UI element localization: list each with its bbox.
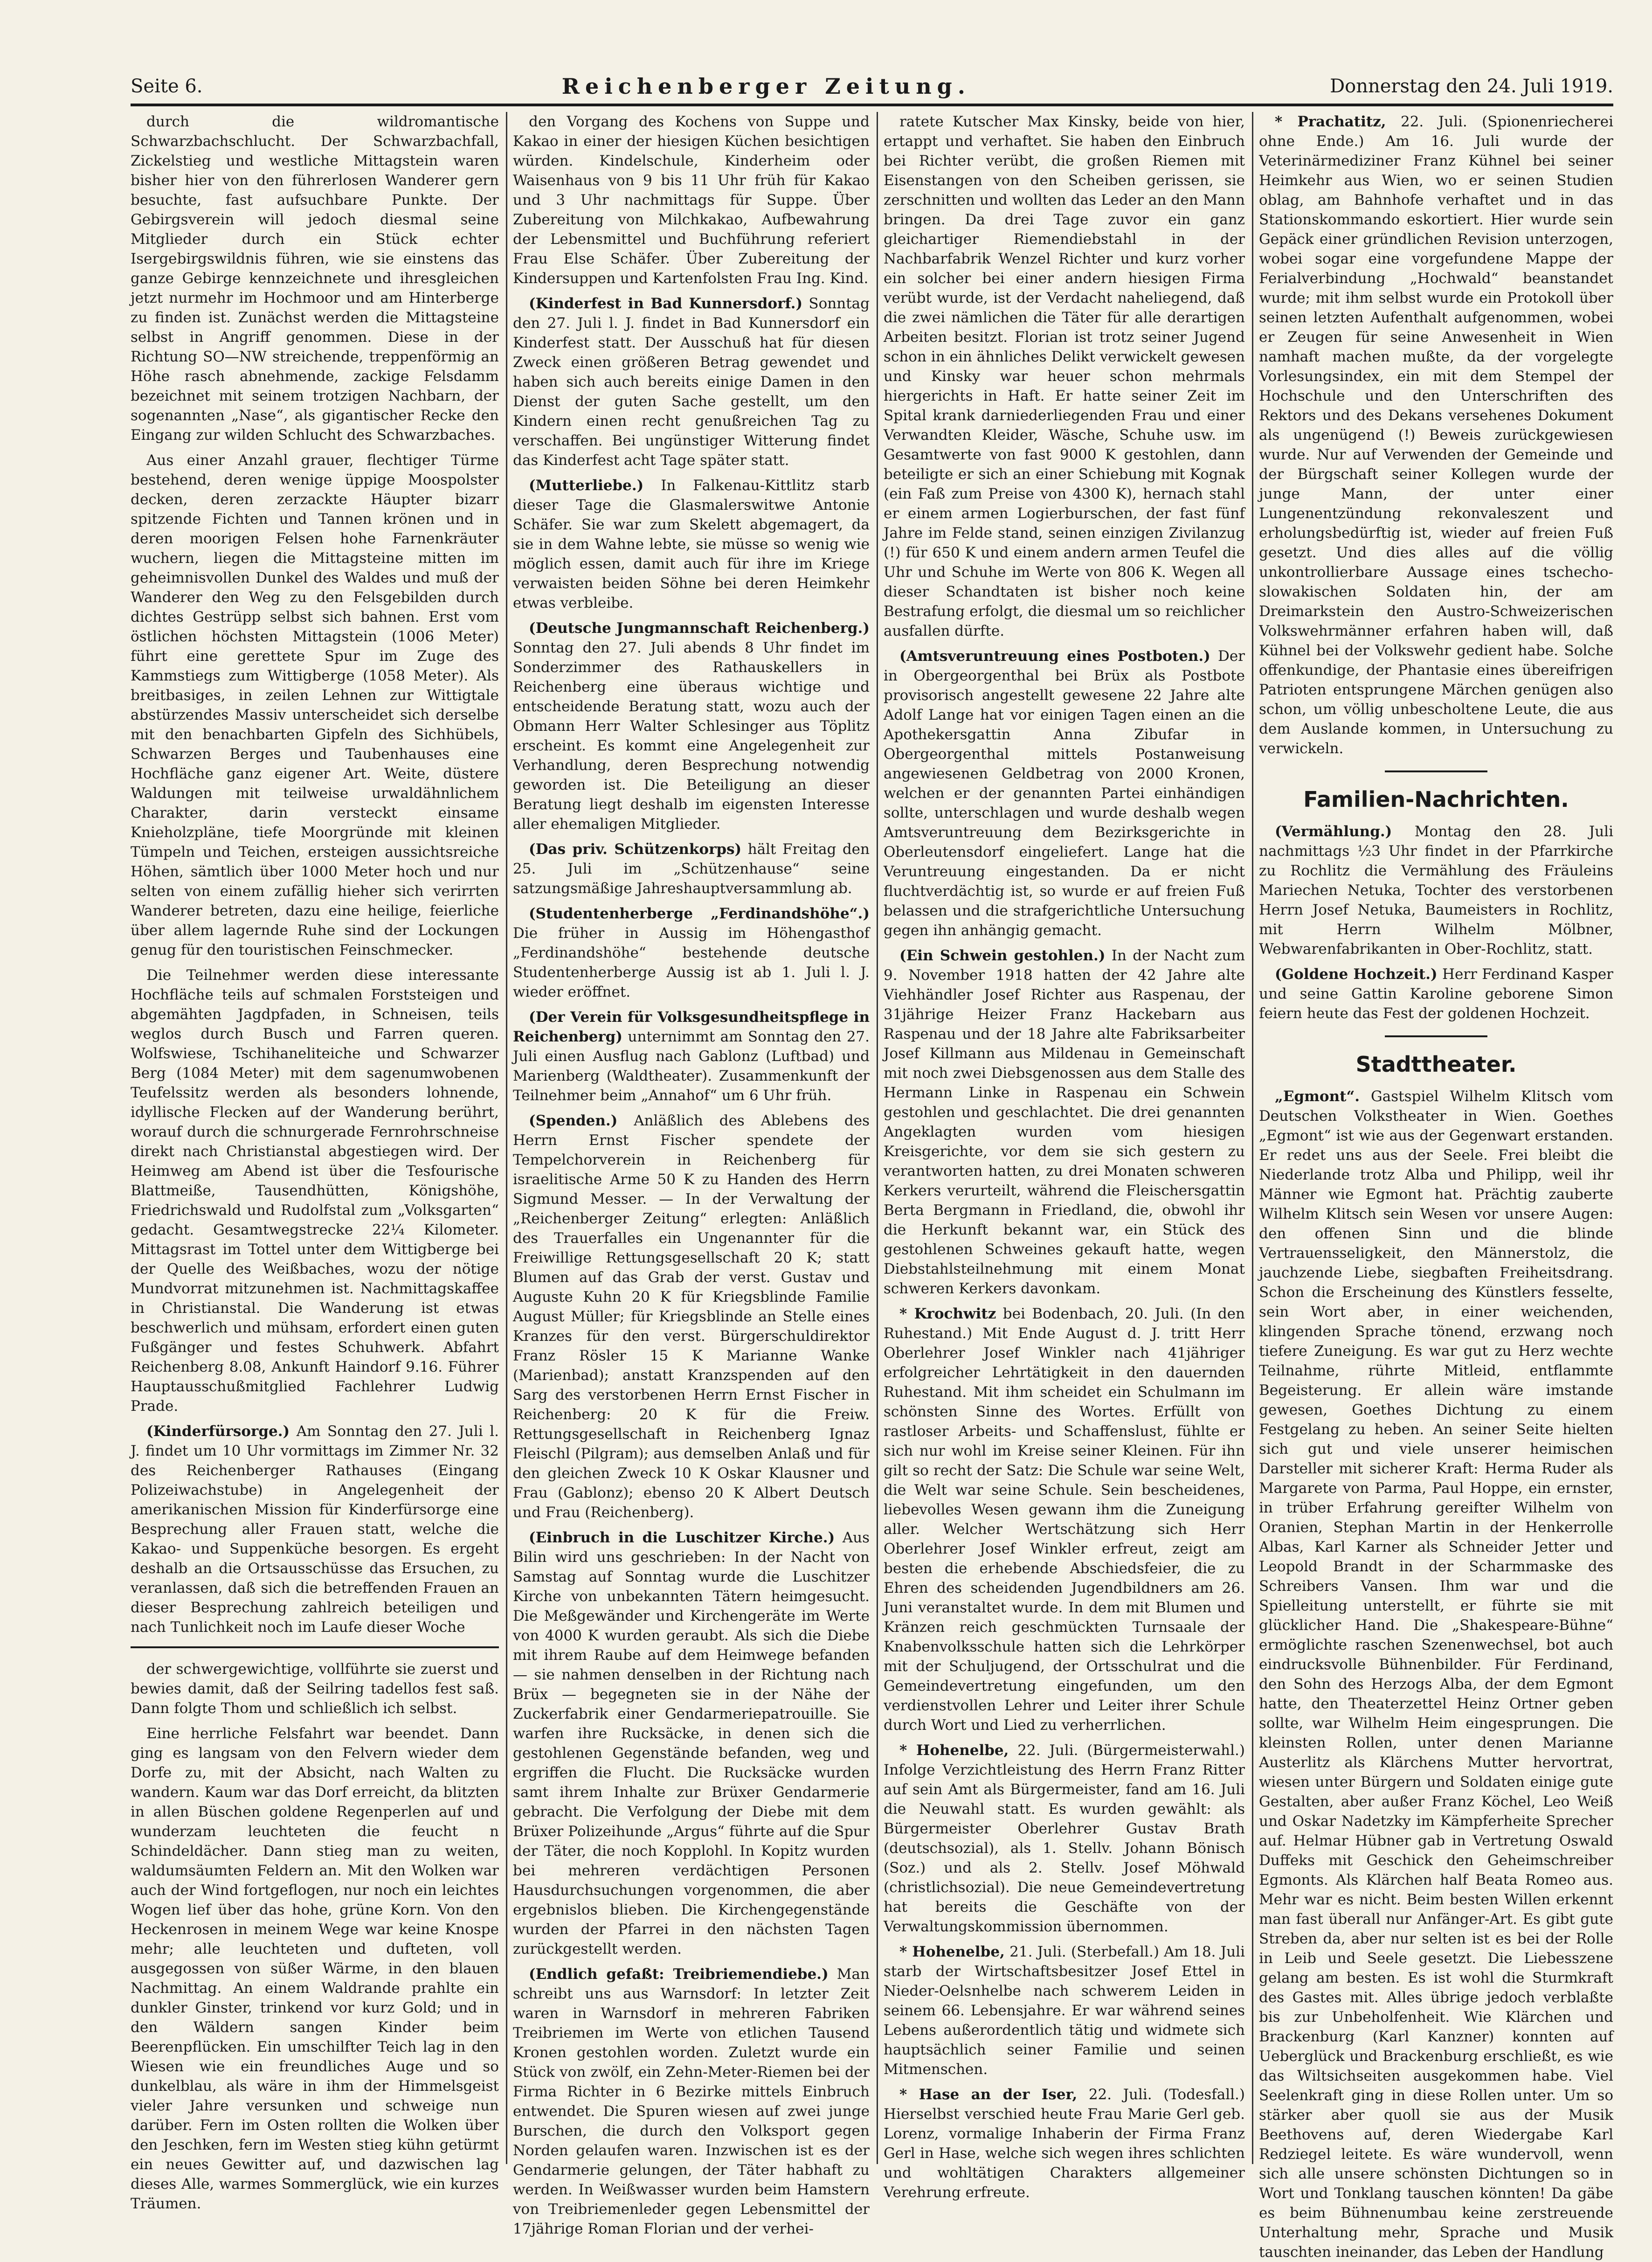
news-item bbox=[513, 1111, 870, 1522]
column-divider bbox=[506, 112, 507, 2164]
item-heading: (Studentenherberge „Ferdinandshöhe“.) bbox=[529, 905, 870, 922]
news-item bbox=[513, 618, 870, 834]
item-heading: (Goldene Hochzeit.) bbox=[1275, 966, 1438, 983]
item-heading: (Kinderfest in Bad Kunnersdorf.) bbox=[529, 295, 803, 312]
item-heading: (Kinderfürsorge.) bbox=[146, 1423, 290, 1440]
feuilleton-paragraph: Eine herrliche Felsfahrt war beendet. Dann ging es langsam von den Felvern wieder dem Dorfe zu, mit der Absicht, nach Walten zu wandern. Kaum war das Dorf erreicht, da blitzten in allen Büschen goldene Regenperlen auf und wunderzam leuchteten die feucht n Schindeldächer. Dann stieg man zu weiten, waldumsäumten Feldern an. Mit den Wolken war auch der Wind fortgeflogen, nur noch ein leichtes Wogen lief über das hohe, grüne Korn. Von den Heckenrosen in meinem Wege war keine Knospe mehr; alle leuchteten und dufteten, voll ausgegossen von süßer Wärme, in den blauen Nachmittag. An einem Waldrande prahlte ein dunkler Ginster, trinkend vor kurz Gold; und in den Wäldern sangen Kinder beim Beerenpflücken. Ein umschilfter Teich lag in den Wiesen wie ein freundliches Auge und so dunkelblau, als wäre in ihm der Himmelsgeist vieler Jahre versunken und schweige nun darüber. Fern im Osten rollten die Wolken über den Jeschken, fern im Westen stieg kühn getürmt ein neues Gewitter auf, und dazwischen lag dieses Alle, warmes Sommerglück, wie ein kurzes Träumen. bbox=[131, 1725, 499, 2212]
item-text: Am Sonntag den 27. Juli l. J. findet um 10 Uhr vormittags im Zimmer Nr. 32 des Reichenberger Rathauses (Eingang Polizeiwachstube) in Angelegenheit der amerikanischen Mission für Kinderfürsorge eine Besprechung aller Frauen statt, welche die Kakao- und Suppenküche besorgen. Es ergeht deshalb an die Ortsausschüsse das Ersuchen, zu veranlassen, daß sich die betreffenden Frauen an dieser Besprechung zahlreich beteiligen und nach Tunlichkeit noch im Laufe dieser Woche bbox=[131, 1423, 499, 1636]
item-heading: (Endlich gefaßt: Treibriemendiebe.) bbox=[529, 1966, 829, 1983]
item-heading: (Ein Schwein gestohlen.) bbox=[899, 947, 1106, 964]
column-1 bbox=[131, 112, 499, 2212]
column-3 bbox=[884, 112, 1245, 2201]
item-text: Aus Bilin wird uns geschrieben: In der Nacht von Samstag auf Sonntag wurde die Luschitzer Kirche von unbekannten Tätern heimgesucht. Die Meßgewänder und Kirchengeräte im Werte von 4000 K wurden geraubt. Als sich die Diebe mit ihrem Raube auf dem Heimwege befanden — sie nahmen denselben in der Richtung nach Brüx — begegneten sie in der Nähe der Zuckerfabrik einer Gendarmeriepatrouille. Sie warfen ihre Rucksäcke, in denen sich die gestohlenen Gegenstände befanden, weg und ergriffen die Flucht. Die Rucksäcke wurden samt ihrem Inhalte zur Brüxer Gendarmerie gebracht. Die Verfolgung der Diebe mit dem Brüxer Polizeihunde „Argus“ führte auf die Spur der Täter, die noch Kopplohl. In Kopitz wurden bei mehreren verdächtigen Personen Hausdurchsuchungen vorgenommen, die aber ergebnislos blieben. Die Kirchengegenstände wurden der Pfarrei in den nächsten Tagen zurückgestellt werden. bbox=[513, 1529, 870, 1957]
item-heading: (Spenden.) bbox=[529, 1112, 618, 1129]
item-heading: (Der Verein für Volksgesundheitspflege in Reichenberg) bbox=[513, 1009, 870, 1045]
news-item bbox=[513, 1007, 870, 1105]
article-paragraph: den Vorgang des Kochens von Suppe und Kakao in einer der hiesigen Küchen besichtigen würden. Kindelschule, Kinderheim oder Waisenhaus von 9 bis 11 Uhr früh für Kakao und 3 Uhr nachmittags für Suppe. Über Zubereitung von Milchkakao, Aufbewahrung der Lebensmittel und Buchführung referiert Frau Else Schäfer. Über Zubereitung der Kindersuppen und Kartenfolsten Frau Ing. Kind. bbox=[513, 113, 870, 287]
item-text: Herr Ferdinand Kasper und seine Gattin Karoline geborene Simon feiern heute das Fest der goldenen Hochzeit. bbox=[1259, 966, 1614, 1022]
news-item bbox=[1259, 112, 1613, 758]
item-text: In Falkenau-Kittlitz starb dieser Tage die Glasmalerswitwe Antonie Schäfer. Sie war zum Skelett abgemagert, da sie in dem Wahne lebte, sie müsse so wenig wie möglich essen, damit auch für ihre im Kriege verwaisten beiden Söhne bei deren Heimkehr etwas verbleibe. bbox=[513, 477, 870, 611]
header-rule bbox=[131, 104, 1613, 106]
news-item bbox=[513, 1528, 870, 1959]
item-heading: (Einbruch in die Luschitzer Kirche.) bbox=[529, 1529, 835, 1546]
item-text: Montag den 28. Juli nachmittags ½3 Uhr findet in der Pfarrkirche zu Rochlitz die Vermählung des Fräuleins Mariechen Netuka, Tochter des verstorbenen Herrn Josef Netuka, Baumeisters in Rochlitz, mit Herrn Wilhelm Mölbner, Webwarenfabrikanten in Ober-Rochlitz, statt. bbox=[1259, 823, 1613, 958]
item-heading: (Vermählung.) bbox=[1275, 823, 1392, 840]
item-place: * Krochwitz bbox=[899, 1305, 996, 1322]
news-item bbox=[1259, 822, 1613, 959]
item-place: * Hohenelbe, bbox=[899, 1943, 1005, 1960]
article-paragraph: ratete Kutscher Max Kinsky, beide von hier, ertappt und verhaftet. Sie haben den Einbruch bei Richter verübt, die großen Riemen mit Eisenstangen von den Scheiben gerissen, sie zerschnitten und wollten das Leder an den Mann bringen. Da drei Tage zuvor ein ganz gleichartiger Riemendiebstahl in der Nachbarfabrik Wenzel Richter und kurz vorher ein solcher bei einer andern hiesigen Firma verübt wurde, ist der Verdacht naheliegend, daß die zwei nämlichen die Täter für alle derartigen Arbeiten besitzt. Florian ist trotz seiner Jugend schon in ein ähnliches Delikt verwickelt gewesen und Kinsky war heuer schon mehrmals hiergerichts in Haft. Er hatte seiner Zeit im Spital krank darniederliegenden Frau und einer Verwandten Kleider, Wäsche, Schuhe usw. im Gesamtwerte von fast 9000 K gestohlen, dann beteiligte er sich an einer Schiebung mit Kognak (ein Faß zum Preise von 4300 K), hernach stahl er einem armen Logierburschen, der fast fünf Jahre im Felde stand, seinen einzigen Zivilanzug (!) für 650 K und einem andern armen Teufel die Uhr und Schuhe im Werte von 806 K. Wegen all dieser Schandtaten ist bisher noch keine Bestrafung erfolgt, die diesmal um so reichlicher ausfallen dürfte. bbox=[884, 113, 1245, 639]
item-heading: (Mutterliebe.) bbox=[529, 477, 644, 494]
column-2 bbox=[513, 112, 870, 2237]
review-paragraph bbox=[1259, 1087, 1613, 2262]
article-paragraph: durch die wildromantische Schwarzbachschlucht. Der Schwarzbachfall, Zickelstieg und westliche Mittagstein waren bisher hier von den führerlosen Wanderer gern besuchte, fast aufsuchbare Punkte. Der Gebirgsverein will jedoch diesmal seine Mitglieder durch ein Stück echter Isergebirgswildnis führen, wie sie einstens das ganze Gebirge kennzeichnete und ihresgleichen jetzt nurmehr im Hochmoor und am Hinterberge zu finden ist. Zunächst werden die Mittagsteine selbst in Angriff genommen. Diese in der Richtung SO—NW streichende, treppenförmig an Höhe rasch abnehmende, zackige Felsdamm bezeichnet mit seinem trotzigen Nachbarn, der sogenannten „Nase“, als gigantischer Recke den Eingang zur wilden Schlucht des Schwarzbaches. bbox=[131, 113, 499, 444]
item-text: 22. Juli. (Spionenriecherei ohne Ende.) Am 16. Juli wurde der Veterinärmediziner Franz Kühnel bei seiner Heimkehr aus Wien, wo er seinen Studien oblag, am Bahnhofe verhaftet und in das Stationskommando eskortiert. Hier wurde sein Gepäck einer gründlichen Revision unterzogen, wobei sogar eine vorgefundene Mappe der Ferialverbindung „Hochwald“ beanstandet wurde; mit ihm selbst wurde ein Protokoll über seinen letzten Aufenthalt aufgenommen, wobei er Zeugen für seine Anwesenheit in Wien namhaft machen mußte, da der vorgelegte Vorlesungsindex, ein mit dem Stempel der Hochschule und den Unterschriften des Rektors und des Dekans versehenes Dokument als ungenügend (!) Beweis zurückgewiesen wurde. Nur auf Verwenden der Gemeinde und der Bürgschaft seiner Kollegen wurde der junge Mann, der unter einer Lungenentzündung rekonvaleszent und erholungsbedürftig ist, wieder auf freien Fuß gesetzt. Und dies alles auf die völlig unkontrollierbare Aussage eines tschecho-slowakischen Soldaten hin, der am Dreimarkstein den Austro-Schweizerischen Volkswehrmänner erfahren haben will, daß Kühnel bei der Volkswehr gedient habe. Solche offenkundige, der Phantasie eines übereifrigen Patrioten entsprungene Märchen genügen also schon, um völlig unbescholtene Leute, die aus dem Auslande kommen, in Untersuchung zu verwickeln. bbox=[1259, 113, 1613, 757]
family-news-heading: Familien-Nachrichten. bbox=[1303, 787, 1569, 812]
item-text: Gastspiel Wilhelm Klitsch vom Deutschen Volkstheater in Wien. Goethes „Egmont“ ist wie aus der Gegenwart erstanden. Er redet uns aus der Seele. Frei bleibt die Niederlande trotz Alba und Philipp, weil ihr Männer wie Egmont hat. Prächtig zauberte Wilhelm Klitsch sein Wesen vor unsere Augen: den offenen Sinn und die blinde Vertrauensseligkeit, den Männerstolz, die jauchzende Liebe, siegbaften Freiheitsdrang. Schon die Erscheinung des Künstlers fesselte, sein Wort aber, in einer weichenden, klingenden Sprache tönend, erzwang noch tiefere Zuneigung. Es war gut zu Herz wechte Teilnahme, rührte Mitleid, entflammte Begeisterung. Er allein wäre imstande gewesen, Goethes Dichtung zu einem Festgelang zu heben. An seiner Seite hielten sich gut und viele unserer heimischen Darsteller mit sicherer Kraft: Herma Ruder als Margarete von Parma, Paul Hoppe, ein ernster, in trüber Erfahrung gereifter Wilhelm von Oranien, Stephan Martin in der Henkerrolle Albas, Karl Karner als Schneider Jetter und Leopold Brandt in der Scharmmaske des Schreibers Vansen. Ihm war und die Spielleitung unterstellt, er führte sie mit glücklicher Hand. Die „Shakespeare-Bühne“ ermöglichte raschen Szenenwechsel, bot auch eindrucksvolle Bühnenbilder. Für Ferdinand, den Sohn des Herzogs Alba, der dem Egmont hatte, den Theaterzettel Heinz Ortner geben sollte, war Wilhelm Heim eingesprungen. Die kleinsten Rollen, unter denen Marianne Austerlitz als Klärchens Mutter hervortrat, wiesen unter Bürgern und Soldaten einige gute Gestalten, aber außer Franz Köchel, Leo Weiß und Oskar Nadetzky im Kämpferheite Sprecher auf. Helmar Hübner gab in Vertretung Oswald Duffeks mit Geschick den Geheimschreiber Egmonts. Als Klärchen half Beata Romeo aus. Mehr war es nicht. Beim besten Willen erkennt man fast überall nur Anfänger-Art. Es gibt gute Streben da, aber nur selten ist es bei der Rolle in Leib und Seele gesetzt. Die Liebesszene gelang am besten. Es ist wohl die Sturmkraft des Gastes mit. Alles übrige jedoch verblaßte bis zur Unbeholfenheit. Wie Klärchen und Brackenburg (Karl Kanzner) konnten auf Ueberglück und Brackenburg erschließt, es wie das Wiltsichseiten ausgekommen habe. Viel Seelenkraft ging in diese Rollen unter. Um so stärker aber quoll sie aus der Musik Beethovens auf, deren Wiedergabe Karl Redziegel leitete. Es wäre wundervoll, wenn sich alle unsere schönsten Dichtungen so in Wort und Tonklang tauschen könnten! Da gäbe es beim Bühnenumbau keine zerstreuende Unterhaltung mehr, Sprache und Musik tauschten ineinander, das Leben der Handlung bbox=[1259, 1088, 1614, 2261]
newspaper-title: Reichenberger Zeitung. bbox=[561, 74, 971, 99]
item-text: unternimmt am Sonntag den 27. Juli einen Ausflug nach Gablonz (Luftbad) und Marienberg (Waldtheater). Zusammenkunft der Teilnehmer beim „Annahof“ um 6 Uhr früh. bbox=[513, 1028, 870, 1104]
news-item bbox=[513, 840, 870, 898]
news-item bbox=[884, 1942, 1245, 2079]
item-heading: (Amtsveruntreuung eines Postboten.) bbox=[899, 648, 1210, 665]
article-paragraph: Aus einer Anzahl grauer, flechtiger Türme bestehend, deren wenige üppige Moospolster decken, deren zerzackte Häupter bizarr spitzende Fichten und Tannen krönen und in deren moorigen Felsen hohe Farnenkräuter wuchern, liegen die Mittagsteine mitten im geheimnisvollen Dunkel des Waldes und muß der Wanderer den Weg zu den Felsgebilden durch dichtes Gestrüpp selbst sich bahnen. Erst vom östlichen höchsten Mittagstein (1006 Meter) führt eine gerettete Spur im Zuge des Kammstiegs zum Wittigberge (1058 Meter). Als breitbasiges, in zeilen Lehnen zur Wittigtale abstürzendes Massiv unterscheidet sich derselbe mit den benachbarten Gipfeln des Sichhübels, Schwarzen Berges und Taubenhauses eine Hochfläche ganz eigener Art. Weite, düstere Waldungen mit teilweise urwaldähnlichem Charakter, darin versteckt einsame Knieholzpläne, tiefe Moorgründe mit kleinen Tümpeln und Teichen, ersteigen aussichtsreiche Höhen, sämtlich über 1000 Meter hoch und nur selten von einem zufällig hieher sich verirrten Wanderer betreten, dazu eine heilige, feierliche über allem lagernde Ruhe sind der Lockungen genug für den touristischen Feinschmecker. bbox=[131, 452, 499, 958]
item-text: Sonntag den 27. Juli l. J. findet in Bad Kunnersdorf ein Kinderfest statt. Der Ausschuß hat für diesen Zweck einen größeren Betrag gewendet und haben sich auch bereits einige Damen in den Dienst der guten Sache gestellt, um den Kindern einen recht genußreichen Tag zu verschaffen. Bei ungünstiger Witterung findet das Kinderfest acht Tage später statt. bbox=[513, 295, 870, 469]
item-text: Der in Obergeorgenthal bei Brüx als Postbote provisorisch angestellt gewesene 22 Jahre alte Adolf Lange hat vor einigen Tagen einen an die Apothekersgattin Anna Zibufar in Obergeorgenthal mittels Postanweisung angewiesenen Geldbetrag von 2000 Kronen, welchen er der genannten Partei einhändigen sollte, unterschlagen und wurde deshalb wegen Amtsveruntreuung dem Bezirksgerichte in Oberleutensdorf eingeliefert. Lange hat die Veruntreuung eingestanden. Da er nicht fluchtverdächtig ist, so wurde er auf freien Fuß belassen und die strafgerichtliche Untersuchung gegen ihn anhängig gemacht. bbox=[884, 648, 1245, 939]
item-heading: (Deutsche Jungmannschaft Reichenberg.) bbox=[529, 620, 870, 637]
item-text: Anläßlich des Ablebens des Herrn Ernst Fischer spendete der Tempelchorverein in Reichenberg für israelitische Arme 50 K zu Handen des Herrn Sigmund Messer. — In der Verwaltung der „Reichenberger Zeitung“ erlegten: Anläßlich des Trauerfalles ein Ungenannter für die Freiwillige Rettungsgesellschaft 20 K; statt Blumen auf das Grab der verst. Gustav und Auguste Kuhn 20 K für Kriegsblinde Familie August Müller; für Kriegsblinde an Stelle eines Kranzes für den verst. Bürgerschuldirektor Franz Rösler 15 K Marianne Wanke (Marienbad); anstatt Kranzspenden auf den Sarg des verstorbenen Herrn Ernst Fischer in Reichenberg: 20 K für die Freiw. Rettungsgesellschaft in Reichenberg Ignaz Fleischl (Pilgram); aus demselben Anlaß und für den gleichen Zweck 10 K Oskar Klausner und Frau (Gablonz); ebenso 20 K Albert Deutsch und Frau (Reichenberg). bbox=[513, 1112, 870, 1521]
news-item bbox=[513, 1964, 870, 2239]
item-text: 22. Juli. (Todesfall.) Hierselbst verschied heute Frau Marie Gerl geb. Lorenz, vormalige Inhaberin der Firma Franz Gerl in Hase, welche sich wegen ihres schlichten und wohltätigen Charakters allgemeiner Verehrung erfreute. bbox=[884, 2086, 1245, 2201]
news-item bbox=[131, 1422, 499, 1637]
item-place: * Prachatitz, bbox=[1275, 113, 1386, 130]
item-text: bei Bodenbach, 20. Juli. (In den Ruhestand.) Mit Ende August d. J. tritt Herr Oberlehrer Josef Winkler nach 41jähriger erfolgreicher Lehrtätigkeit in den dauernden Ruhestand. Mit ihm scheidet ein Schulmann im schönsten Sinne des Wortes. Erfüllt von rastloser Arbeits- und Schaffenslust, fühlte er sich nur wohl im Kreise seiner Kleinen. Für ihn gilt so recht der Satz: Die Schule war seine Welt, die Welt war seine Schule. Sein bescheidenes, liebevolles Wesen gewann ihm die Zuneigung aller. Welcher Wertschätzung sich Herr Oberlehrer Josef Winkler erfreut, zeigt am besten die erhebende Abschiedsfeier, die zu Ehren des scheidenden Jugendbildners am 26. Juni veranstaltet wurde. In dem mit Blumen und Kränzen reich geschmückten Turnsaale der Knabenvolksschule hatten sich die Lehrkörper mit der Schuljugend, der Ortsschulrat und die Gemeindevertretung eingefunden, um den verdienstvollen Lehrer und Leiter ihrer Schule durch Wort und Lied zu verherrlichen. bbox=[884, 1305, 1245, 1734]
item-text: Sonntag den 27. Juli abends 8 Uhr findet im Sonderzimmer des Rathauskellers in Reichenberg eine überaus wichtige und entscheidende Beratung statt, wozu auch der Obmann Herr Walter Schlesinger aus Töplitz erscheint. Es kommt eine Angelegenheit zur Verhandlung, deren Besprechung notwendig geworden ist. Die Beteiligung an dieser Beratung liegt deshalb im eigensten Interesse aller ehemaligen Mitglieder. bbox=[513, 639, 870, 833]
column-4 bbox=[1259, 112, 1614, 2261]
item-place: * Hase an der Iser, bbox=[899, 2086, 1078, 2103]
news-item bbox=[1259, 964, 1613, 1023]
section-divider bbox=[131, 1646, 499, 1648]
issue-date: Donnerstag den 24. Juli 1919. bbox=[1330, 76, 1613, 97]
item-text: Man schreibt uns aus Warnsdorf: In letzter Zeit waren in Warnsdorf in mehreren Fabriken Treibriemen im Werte von etlichen Tausend Kronen gestohlen worden. Zuletzt wurde ein Stück von zwölf, ein Zehn-Meter-Riemen bei der Firma Richter in 6 Bezirke mittels Einbruch entwendet. Die Spuren wiesen auf zwei junge Burschen, die durch den Volksport gegen Norden gelaufen waren. Inzwischen ist es der Gendarmerie gelungen, der Täter habhaft zu werden. In Weißwasser wurden beim Hamstern von Treibriemenleder gegen Lebensmittel der 17jährige Roman Florian und der verhei- bbox=[513, 1966, 870, 2237]
page-header bbox=[131, 70, 1613, 103]
news-item bbox=[513, 294, 870, 470]
item-place: * Hohenelbe, bbox=[899, 1742, 1009, 1759]
section-rule bbox=[1385, 770, 1487, 772]
news-item bbox=[884, 946, 1245, 1298]
news-item bbox=[884, 1304, 1245, 1735]
item-text: hält Freitag den 25. Juli im „Schützenhause“ seine satzungsmäßige Jahreshauptversammlung ab. bbox=[513, 841, 870, 897]
section-rule bbox=[1385, 1035, 1487, 1037]
article-paragraph: Die Teilnehmer werden diese interessante Hochfläche teils auf schmalen Forststeigen und abgemähten Jagdpfaden, in Schneisen, teils weglos durch Busch und Farren queren. Wolfswiese, Tschihaneliteiche und Schwarzer Berg (1084 Meter) mit dem sagenumwobenen Teufelssitz werden als besonders lohnende, idyllische Flecken auf der Wanderung berührt, worauf durch die schnurgerade Fernrohrschneise direkt nach Christianstal abgestiegen wird. Der Heimweg am Abend ist über die Tesfourische Blattmeiße, Tausendhütten, Königshöhe, Friedrichswald und Rudolfstal zum „Volksgarten“ gedacht. Gesamtwegstrecke 22¼ Kilometer. Mittagsrast im Tottel unter dem Wittigberge bei der Quelle des Weißbaches, wozu der nötige Mundvorrat mitzunehmen ist. Nachmittagskaffee in Christianstal. Die Wanderung ist etwas beschwerlich und mühsam, erfordert einen guten Fußgänger und festes Schuhwerk. Abfahrt Reichenberg 8.08, Ankunft Haindorf 9.16. Führer Hauptausschußmitglied Fachlehrer Ludwig Prade. bbox=[131, 967, 499, 1415]
item-text: 21. Juli. (Sterbefall.) Am 18. Juli starb der Wirtschaftsbesitzer Josef Ettel in Nieder-Oelsnhelbe nach schwerem Leiden in seinem 66. Lebensjahre. Er war während seines Lebens außerordentlich tätig und widmete sich hauptsächlich seiner Familie und seinen Mitmenschen. bbox=[884, 1943, 1245, 2078]
feuilleton-paragraph: der schwergewichtige, vollführte sie zuerst und bewies damit, daß der Seilring tadellos fest saß. Dann folgte Thom und schließlich ich selbst. bbox=[131, 1661, 499, 1717]
item-heading: (Das priv. Schützenkorps) bbox=[529, 841, 742, 858]
news-item bbox=[884, 646, 1245, 940]
news-item bbox=[884, 2085, 1245, 2202]
news-item bbox=[513, 904, 870, 1002]
item-text: In der Nacht zum 9. November 1918 hatten der 42 Jahre alte Viehhändler Josef Richter aus Raspenau, der 31jährige Heizer Franz Hackebarn aus Raspenau und der 18 Jahre alte Fabriksarbeiter Josef Killmann aus Mildenau in Gemeinschaft mit noch zwei Diebsgenossen aus dem Stalle des Hermann Linke in Raspenau ein Schwein gestohlen und geschlachtet. Die drei genannten Angeklagten wurden vom hiesigen Kreisgerichte, vor dem sie sich gestern zu verantworten hatten, zu drei Monaten schweren Kerkers verurteilt, während die Fleischersgattin Berta Bergmann in Friedland, die, obwohl ihr die Herkunft bekannt war, ein Stück des gestohlenen Schweines gekauft hatte, wegen Diebstahlsteilnehmung mit einem Monat schweren Kerkers davonkam. bbox=[884, 947, 1245, 1297]
item-text: Die früher in Aussig im Höhengasthof „Ferdinandshöhe“ bestehende deutsche Studentenherberge Aussig ist ab 1. Juli l. J. wieder eröffnet. bbox=[513, 925, 870, 1000]
item-text: 22. Juli. (Bürgermeisterwahl.) Infolge Verzichtleistung des Herrn Franz Ritter auf sein Amt als Bürgermeister, fand am 16. Juli die Neuwahl statt. Es wurden gewählt: als Bürgermeister Oberlehrer Gustav Brath (deutschsozial), als 1. Stellv. Johann Bönisch (Soz.) und als 2. Stellv. Josef Möhwald (christlichsozial). Die neue Gemeindevertretung hat bereits die Geschäfte von der Verwaltungskommission übernommen. bbox=[884, 1742, 1245, 1935]
column-divider bbox=[877, 112, 878, 2164]
column-divider bbox=[1252, 112, 1253, 2164]
item-heading: „Egmont“. bbox=[1275, 1088, 1360, 1105]
news-item bbox=[884, 1741, 1245, 1936]
news-item bbox=[513, 476, 870, 613]
theater-heading: Stadttheater. bbox=[1355, 1052, 1517, 1077]
page-label: Seite 6. bbox=[131, 76, 203, 97]
